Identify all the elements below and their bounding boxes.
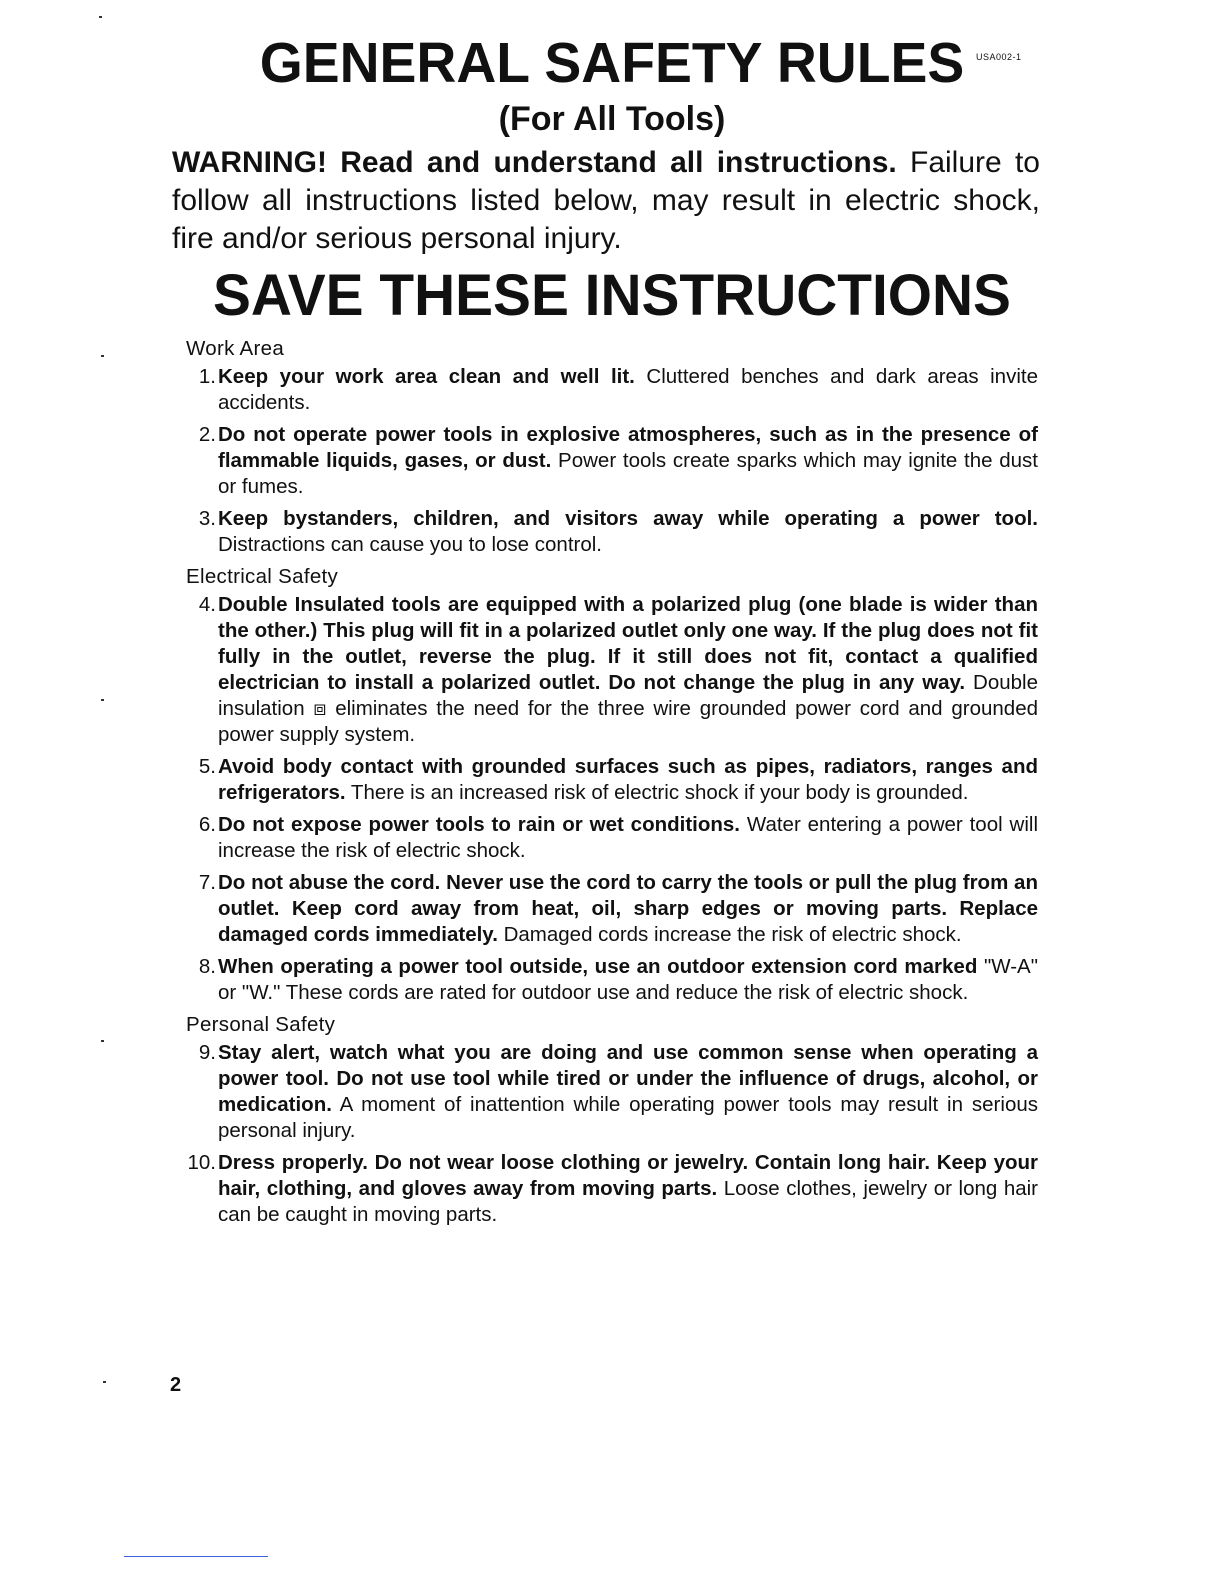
- warning-bold: WARNING! Read and understand all instructions.: [172, 146, 897, 179]
- scan-speck: [101, 355, 104, 357]
- rule-number: 3.: [198, 507, 216, 530]
- rule-item: [178, 422, 1038, 500]
- scan-speck: [103, 1381, 106, 1383]
- rule-bold: Keep your work area clean and well lit.: [218, 365, 635, 388]
- rule-text: [218, 364, 1038, 416]
- rule-bold: Do not expose power tools to rain or wet conditions.: [218, 813, 740, 836]
- rule-bold: When operating a power tool outside, use an outdoor extension cord marked: [218, 955, 978, 978]
- rule-text: [218, 812, 1038, 864]
- rule-item: [178, 1150, 1038, 1228]
- rules-content: [186, 336, 1038, 1234]
- rule-item: [178, 592, 1038, 748]
- rule-text: [218, 1150, 1038, 1228]
- page-title: GENERAL SAFETY RULES: [259, 31, 965, 95]
- warning-text: Failure to follow all instructions listed below, may result in electric shock, fire and/or serious personal injury.: [172, 146, 1040, 255]
- rule-text: [218, 1040, 1038, 1144]
- rule-plain: Distractions can cause you to lose control.: [218, 533, 602, 556]
- rule-item: [178, 1040, 1038, 1144]
- rule-plain: Power tools create sparks which may ignite the dust or fumes.: [218, 449, 1038, 498]
- rule-number: 10.: [187, 1151, 216, 1174]
- rule-number: 6.: [198, 813, 216, 836]
- rule-bold: Stay alert, watch what you are doing and use common sense when operating a power tool. Do not use tool while tired or under the influence of drugs, alcohol, or medication.: [218, 1041, 1038, 1116]
- warning-paragraph: [172, 144, 1040, 258]
- rule-plain: Cluttered benches and dark areas invite accidents.: [218, 365, 1038, 414]
- scan-speck: [101, 1040, 104, 1042]
- rule-bold: Keep bystanders, children, and visitors away while operating a power tool.: [218, 507, 1038, 530]
- rule-number: 9.: [198, 1041, 216, 1064]
- rule-item: [178, 506, 1038, 558]
- rule-item: [178, 364, 1038, 416]
- rule-item: [178, 812, 1038, 864]
- save-instructions-heading: SAVE THESE INSTRUCTIONS: [213, 263, 1011, 328]
- rule-item: [178, 954, 1038, 1006]
- rule-plain: Double insulation ⧈ eliminates the need for the three wire grounded power cord and grounded power supply system.: [218, 671, 1038, 746]
- scan-speck: [99, 16, 102, 18]
- rule-item: [178, 870, 1038, 948]
- page-number: 2: [170, 1374, 182, 1396]
- document-code: USA002-1: [976, 52, 1022, 62]
- rule-plain: There is an increased risk of electric shock if your body is grounded.: [345, 781, 969, 804]
- rule-text: [218, 592, 1038, 748]
- rule-text: [218, 870, 1038, 948]
- rule-number: 2.: [198, 423, 216, 446]
- scan-speck: [101, 699, 104, 701]
- section-title-personal-safety: Personal Safety: [186, 1013, 336, 1036]
- rule-plain: Loose clothes, jewelry or long hair can be caught in moving parts.: [218, 1177, 1038, 1226]
- rule-plain: "W-A" or "W." These cords are rated for outdoor use and reduce the risk of electric shock.: [218, 955, 1038, 1004]
- rule-number: 7.: [198, 871, 216, 894]
- rule-plain: A moment of inattention while operating power tools may result in serious personal injury.: [218, 1093, 1038, 1142]
- rule-number: 5.: [198, 755, 216, 778]
- scan-edge-line: [124, 1556, 268, 1557]
- rule-bold: Double Insulated tools are equipped with a polarized plug (one blade is wider than the other.) This plug will fit in a polarized outlet only one way. If the plug does not fit fully in the outlet, reverse the plug. If it still does not fit, contact a qualified electrician to install a polarized outlet. Do not change the plug in any way.: [218, 593, 1038, 694]
- rule-text: [218, 506, 1038, 558]
- section-title-work-area: Work Area: [186, 337, 285, 360]
- rule-bold: Do not abuse the cord. Never use the cord to carry the tools or pull the plug from an outlet. Keep cord away from heat, oil, sharp edges or moving parts. Replace damaged cords immediately.: [218, 871, 1038, 946]
- rule-plain: Damaged cords increase the risk of electric shock.: [497, 923, 962, 946]
- section-title-electrical-safety: Electrical Safety: [186, 565, 339, 588]
- rule-bold: Do not operate power tools in explosive atmospheres, such as in the presence of flammable liquids, gases, or dust.: [218, 423, 1038, 472]
- rule-item: [178, 754, 1038, 806]
- rule-text: [218, 422, 1038, 500]
- page-subtitle: (For All Tools): [498, 100, 726, 138]
- rule-bold: Avoid body contact with grounded surfaces such as pipes, radiators, ranges and refrigerators.: [218, 755, 1038, 804]
- rule-number: 8.: [198, 955, 216, 978]
- rule-number: 1.: [198, 365, 216, 388]
- rule-text: [218, 754, 1038, 806]
- rule-plain: Water entering a power tool will increase the risk of electric shock.: [218, 813, 1038, 862]
- rule-bold: Dress properly. Do not wear loose clothing or jewelry. Contain long hair. Keep your hair, clothing, and gloves away from moving parts.: [218, 1151, 1038, 1200]
- rule-text: [218, 954, 1038, 1006]
- rule-number: 4.: [198, 593, 216, 616]
